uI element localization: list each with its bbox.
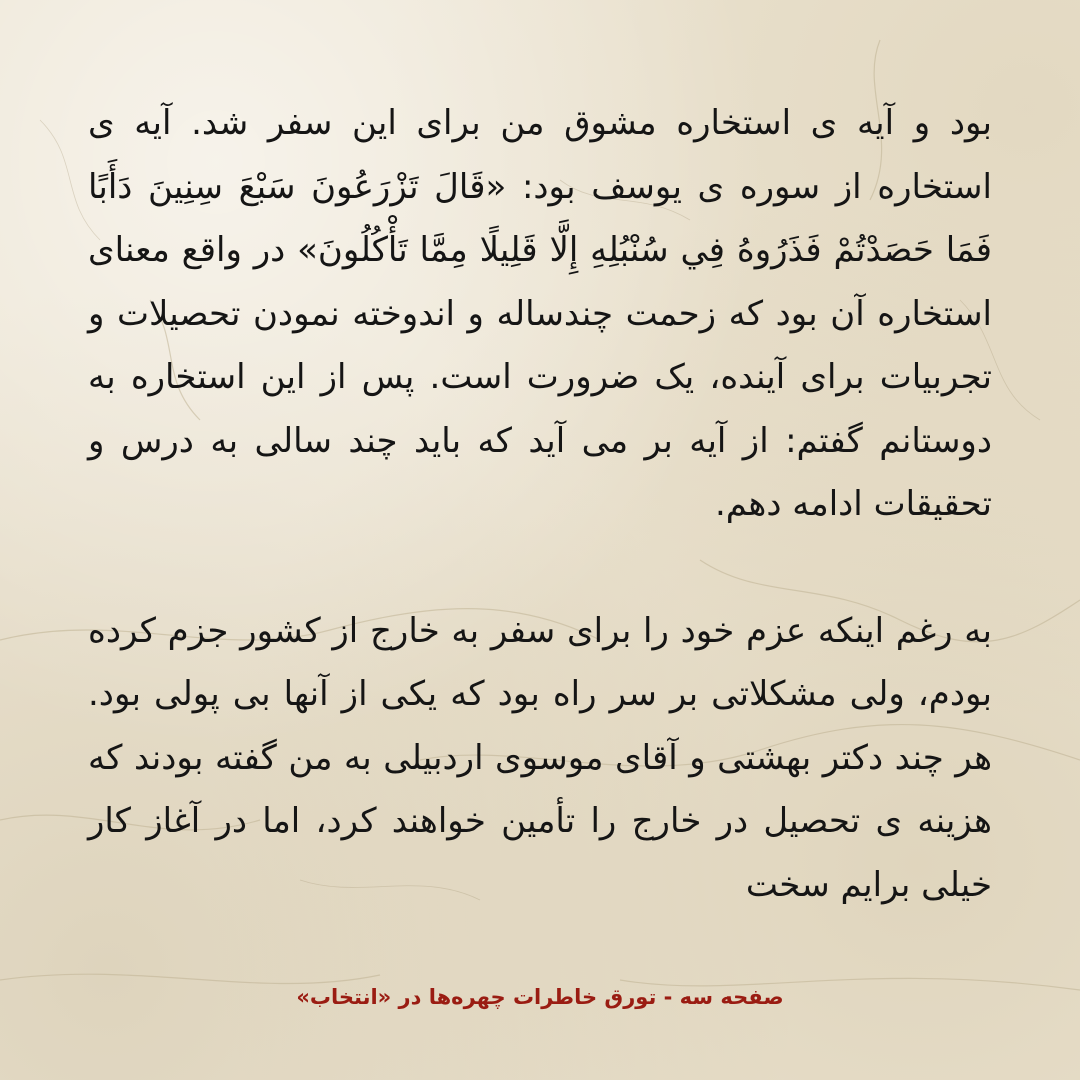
paragraph-2: به رغم اینکه عزم خود را برای سفر به خارج از کشور جزم کرده بودم، ولی مشکلاتی بر سر راه بود که یکی از آنها بی پولی بود. هر چند دکتر بهشتی و آقای موسوی اردبیلی به من گفته بودند که هزینه ی تحصیل در خارج را تأمین خواهند کرد، اما در آغاز کار خیلی برایم سخت xyxy=(88,610,992,905)
paragraph-1: بود و آیه ی استخاره مشوق من برای این سفر شد. آیه ی استخاره از سوره ی یوسف بود: «قَالَ تَزْرَعُونَ سَبْعَ سِنِينَ دَأَبًا فَمَا حَصَدْتُمْ فَذَرُوهُ فِي سُنْبُلِهِ إِلَّا قَلِيلًا مِمَّا تَأْكُلُونَ» در واقع معنای استخاره آن بود که زحمت چندساله و اندوخته نمودن تحصیلات و تجربیات برای آینده، یک ضرورت است. پس از این استخاره به دوستانم گفتم: از آیه بر می آید که باید چند سالی به درس و تحقیقات ادامه دهم. xyxy=(88,103,992,524)
page-footer: صفحه سه - تورق خاطرات چهره‌ها در «انتخاب» xyxy=(296,985,784,1009)
text-block xyxy=(88,92,992,917)
